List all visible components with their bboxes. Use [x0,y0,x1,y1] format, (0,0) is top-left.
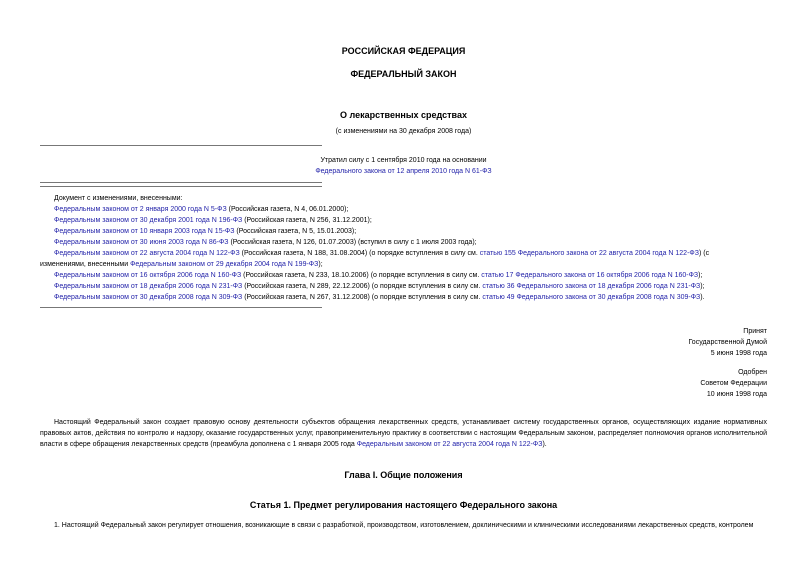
list-item: Федеральным законом от 2 января 2000 года N 5-ФЗ (Российская газета, N 4, 06.01.2000); [54,206,349,213]
lost-force-note: Утратил силу с 1 сентября 2010 года на основании [320,157,487,164]
list-item: Федеральным законом от 10 января 2003 года N 15-ФЗ (Российская газета, N 5, 15.01.2003); [54,228,357,235]
amendment-link[interactable]: Федеральным законом от 18 декабря 2006 года N 231-ФЗ [54,283,243,290]
article-heading: Статья 1. Предмет регулирования настоящего Федерального закона [249,500,558,510]
amendment-link[interactable]: Федеральным законом от 16 октября 2006 года N 160-ФЗ [54,272,242,279]
list-item: Федеральным законом от 18 декабря 2006 года N 231-ФЗ (Российская газета, N 289, 22.12.2006) (о порядке вступления в силу см. статью 36 Федерального закона от 18 декабря 2006 года N 231-ФЗ); [54,283,705,290]
divider [40,182,322,183]
editions-intro: Документ с изменениями, внесенными: [54,195,183,202]
article-paragraph: 1. Настоящий Федеральный закон регулирует отношения, возникающие в связи с разработкой, производством, изготовлением, доклиническими и клиническими исследованиями лекарственных средств, контролем [54,522,754,529]
amendment-link[interactable]: Федеральным законом от 30 декабря 2001 года N 196-ФЗ [54,217,243,224]
document-title: О лекарственных средствах [340,110,467,120]
amendment-link[interactable]: Федеральным законом от 2 января 2000 года N 5-ФЗ [54,206,227,213]
amendment-link[interactable]: Федеральным законом от 29 декабря 2004 года N 199-ФЗ [130,261,319,268]
article-link[interactable]: статью 17 Федерального закона от 16 октября 2006 года N 160-ФЗ [481,272,699,279]
amendment-link[interactable]: Федеральным законом от 30 декабря 2008 года N 309-ФЗ [54,294,243,301]
lost-force-link[interactable]: Федерального закона от 12 апреля 2010 года N 61-ФЗ [315,168,492,175]
amendment-link[interactable]: Федеральным законом от 30 июня 2003 года N 86-ФЗ [54,239,229,246]
list-item: Федеральным законом от 30 июня 2003 года N 86-ФЗ (Российская газета, N 126, 01.07.2003) (вступил в силу с 1 июля 2003 года); [54,239,477,246]
list-item: Федеральным законом от 30 декабря 2001 года N 196-ФЗ (Российская газета, N 256, 31.12.2001); [54,217,372,224]
list-item: Федеральным законом от 30 декабря 2008 года N 309-ФЗ (Российская газета, N 267, 31.12.2008) (о порядке вступления в силу см. статью 49 Федерального закона от 30 декабря 2008 года N 309-ФЗ). [54,294,705,301]
divider [40,186,322,187]
adopted-block: Принят Государственной Думой 5 июня 1998 года [688,328,767,357]
amendment-link[interactable]: Федеральным законом от 22 августа 2004 года N 122-ФЗ [54,250,240,257]
amendment-link[interactable]: Федеральным законом от 10 января 2003 года N 15-ФЗ [54,228,235,235]
chapter-heading: Глава I. Общие положения [344,470,463,480]
article-link[interactable]: статью 49 Федерального закона от 30 декабря 2008 года N 309-ФЗ [482,294,701,301]
article-link[interactable]: статью 155 Федерального закона от 22 августа 2004 года N 122-ФЗ [479,250,699,257]
list-item: Федеральным законом от 22 августа 2004 года N 122-ФЗ (Российская газета, N 188, 31.08.2004) (о порядке вступления в силу см. статью 155 Федерального закона от 22 августа 2004 года N 122-ФЗ) (с [54,250,710,257]
article-link[interactable]: статью 36 Федерального закона от 18 декабря 2006 года N 231-ФЗ [482,283,701,290]
divider [40,307,322,308]
preamble-paragraph: Настоящий Федеральный закон создает правовую основу деятельности субъектов обращения лекарственных средств, устанавливает систему государственных органов, осуществляющих издание нормативных правовых актов, действия по контролю и надзору, оказание государственных услуг, правоприменительную практику в соответствии с настоящим Федеральным законом, распределяет полномочия органов исполнительной власти в сфере обращения лекарственных средств (преамбула дополнена с 1 января 2005 года Федеральным законом от 22 августа 2004 года N 122-ФЗ). [40,419,767,448]
country-heading: РОССИЙСКАЯ ФЕДЕРАЦИЯ [341,46,466,56]
list-item-continuation: изменениями, внесенными Федеральным законом от 29 декабря 2004 года N 199-ФЗ); [40,261,323,268]
list-item: Федеральным законом от 16 октября 2006 года N 160-ФЗ (Российская газета, N 233, 18.10.2006) (о порядке вступления в силу см. статью 17 Федерального закона от 16 октября 2006 года N 160-ФЗ); [54,272,703,279]
law-type-heading: ФЕДЕРАЛЬНЫЙ ЗАКОН [350,69,457,79]
amendment-note: (с изменениями на 30 декабря 2008 года) [335,128,472,135]
preamble-amendment-link[interactable]: Федеральным законом от 22 августа 2004 года N 122-ФЗ [356,441,543,448]
divider [40,145,322,146]
approved-block: Одобрен Советом Федерации 10 июня 1998 года [700,369,767,398]
